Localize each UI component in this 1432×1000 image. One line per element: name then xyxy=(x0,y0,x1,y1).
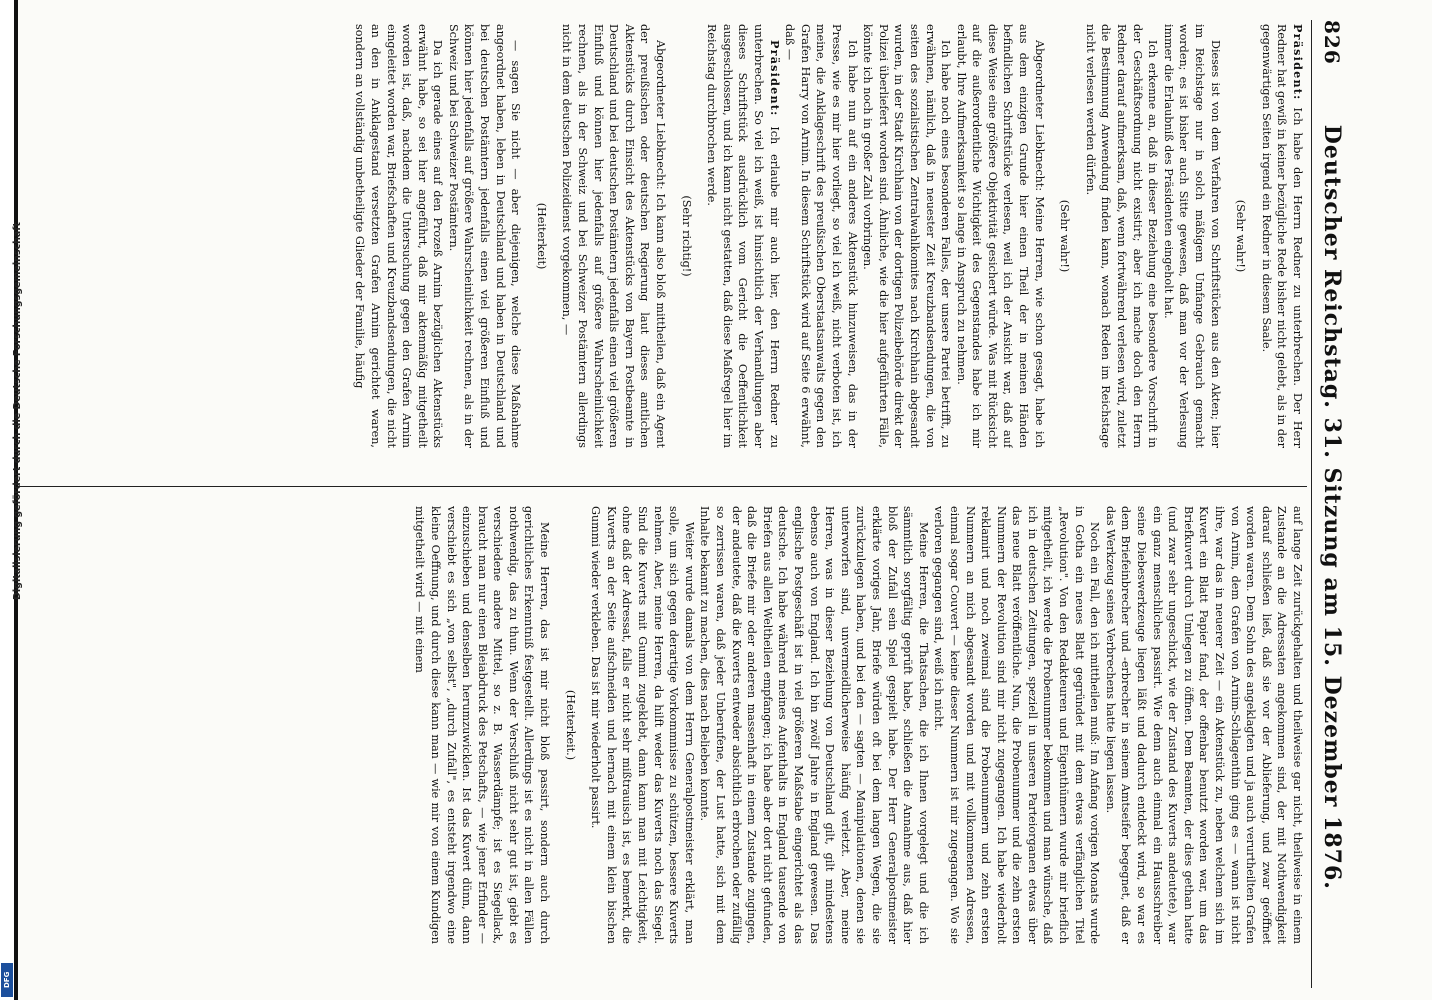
speaker-label: Abgeordneter Liebknecht: xyxy=(1032,40,1046,192)
digitization-notice: Digitalisierung gefördert durch die Deutsche Forschungsgemeinschaft xyxy=(12,222,23,600)
paragraph: Ich habe noch eines besonderen Falles, der unsere Partei betrifft, zu erwähnen, nämlich, daß in neuester Zeit Kreuzbandsendungen, die von seiten des sozialistischen Zentralwahlkomites nach Kirchhain abgesandt wurden, in der Stadt Kirchhain von der dortigen Polizeibehörde direkt der Polizei überliefert worden sind. Ähnliche, wie die hier aufgeführten Fälle, könnte ich noch in großer Zahl vorbringen. xyxy=(861,24,953,448)
speaker-label: Präsident: xyxy=(1291,24,1305,101)
right-column xyxy=(0,506,1305,944)
paragraph: Noch ein Fall, den ich mittheilen muß: Im Anfang vorigen Monats wurde in Gotha ein neues Blatt gegründet mit dem etwas verfänglichen Titel „Revolution". Von den Redakteuren und Eigenthümern wurde mir brieflich mitgetheilt, ich werde die Probenummer bekommen und man wünsche, daß ich in deutschen Zeitungen, speziell in unseren Parteiorganen etwas über das neue Blatt veröffentliche. Nun, die Probenummer und die zehn ersten Nummern der Revolution sind mir nicht zugegangen. Ich habe wiederholt reklamirt und noch zweimal sind die Probenummern und zehn ersten Nummern an mich abgesandt worden und mit vollkommenen Adressen, einmal sogar Couvert — keine dieser Nummern ist mir zugegangen. Wo sie verloren gegangen sind, weiß ich nicht. xyxy=(932,506,1102,944)
text-columns xyxy=(0,20,1312,988)
paragraph: Ich habe nun auf ein anderes Aktenstück hinzuweisen, das in der Presse, wie es mir hier vorliegt, so viel ich weiß, nicht verboten ist, ich meine, die Anklageschrift des preußischen Oberstaatsanwalts gegen den Grafen Harry von Arnim. In diesem Schriftstück wird auf Seite 6 erwähnt, daß — xyxy=(783,24,859,448)
paragraph: Meine Herren, das ist mir nicht bloß passirt, sondern auch durch gerichtliches Erkenntniß festgestellt. Allerdings ist es nicht in allen Fällen nothwendig, das zu thun. Wenn der Verschluß nicht sehr gut ist, giebt es verschiedene andere Mittel, so z. B. Wasserdämpfe; ist es Siegellack, braucht man nur einen Bleiabdruck des Petschafts, — wie jener Erfinder — einzuschieben und denselben herumzuwicklen. Ist das Kuvert dünn, dann verschiebt es sich „von selbst", „durch Zufall", es entsteht irgendwo eine kleine Oeffnung, und durch diese kann man — wie mir von einem Kundigen mitgetheilt wird — mit einem xyxy=(413,506,552,944)
paragraph xyxy=(1258,24,1305,448)
paragraph: Meine Herren, die Thatsachen, die ich Ihnen vorgelegt und die ich sämmtlich sorgfältig geprüft habe, schließen die Annahme aus, daß hier bloß der Zufall sein Spiel gespielt habe. Der Herr Generalpostmeister erklärte voriges Jahr, Briefe würden oft bei dem langen Wegen, die sie zurückzulegen haben, und bei den — sagten — Manipulationen, denen sie unterworfen sind, unvermeidlicherweise häufig verletzt. Aber, meine Herren, was in dieser Beziehung von Deutschland gilt, gilt mindestens ebenso auch von England. Ich bin zwölf Jahre in England gewesen. Das englische Postgeschäft ist in viel größeren Maßstabe eingerichtet als das deutsche. Ich habe während meines Aufenthalts in England tausende von Briefen aus allen Weltheilen empfangen; ich habe aber dort nicht gefunden, daß die Briefe mir oder anderen massenhaft in einem Zustande zugingen, der andeutete, daß die Kuverts entweder absichtlich erbrochen oder zufällig so zerrissen waren, daß jeder Unberufene, der Lust hatte, sich mit dem Inhalte bekannt zu machen, dies nach Belieben konnte. xyxy=(698,506,930,944)
paragraph: auf lange Zeit zurückgehalten und theilweise gar nicht, theilweise in einem Zustande an die Adressaten angekommen sind, der mit Nothwendigkeit darauf schließen ließ, daß sie vor der Ablieferung, und zwar geöffnet worden waren. Dem Sohn des angeklagten und ja auch verurtheilten Grafen von Arnim, dem Grafen von Arnim-Schlagenthin ging es — wann ist nicht ihre, war das in neuerer Zeit — ein Aktenstück zu, neben welchem sich im Kuvert ein Blatt Papier fand, der offenbar benutzt worden war, um das Briefkuvert durch Umlegen zu öffnen. Dem Beamten, der dies gethan hatte (und zwar sehr ungeschickt, wie der Zustand des Kuverts andeutete), war ein ganz menschliches passirt. Wie denn auch einmal ein Hausschreiber seine Diebeswerkzeuge liegen läßt und dadurch entdeckt wird, so war es dem Briefeinbrecher und -erbrecher in seinem Amtseifer begegnet, daß er das Werkzeug seines Verbrechens hatte liegen lassen. xyxy=(1103,506,1304,944)
paragraph-text: Ich erlaube mir auch hier, den Herrn Redner zu unterbrechen. So viel ich weiß, ist hinsichtlich der Verhandlungen aber dieses Schriftstück ausdrücklich vom Gericht die Oeffentlichkeit ausgeschlossen, und ich kann nicht gestatten, daß diese Maßregel hier im Reichstag durchbrochen werde. xyxy=(705,24,781,448)
page-number: 826 xyxy=(1320,20,1344,65)
paragraph: Weiter wurde damals von dem Herrn Generalpostmeister erklärt, man solle, um sich gegen derartige Vorkommnisse zu schützen, bessere Kuverts nehmen. Aber, meine Herren, da hilft weder das Kuverts noch das Siegel. Sind die Kuverts mit Gummi zugeklebt, dann kann man mit Leichtigkeit, ohne daß der Adressat, falls er nicht sehr mißtrauisch ist, es bemerkt, die Kuverts an der Seite aufschneiden und hernach mit einem klein bischen Gummi wieder verkleben. Das ist mir wiederholt passirt. xyxy=(589,506,696,944)
reaction: (Heiterkeit.) xyxy=(563,689,577,761)
left-column xyxy=(0,24,1305,448)
paragraph: Dieses ist von dem Verfahren von Schriftstücken aus den Akten; hier im Reichstage nur in solch mäßigem Umfange Gebrauch gemacht worden; es ist bisher auch Sitte gewesen, daß man vor der Verlesung immer die Erlaubniß des Präsidenten eingeholt hat. xyxy=(1161,24,1222,448)
digitization-notice-strip xyxy=(0,0,23,1000)
reaction: (Sehr wahr!) xyxy=(1058,199,1072,273)
running-title: Deutscher Reichstag. 31. Sitzung am 15. Dezember 1876. xyxy=(1319,124,1345,890)
paragraph-text: Ich habe den Herrn Redner zu unterbrechen. Der Herr Redner hat gewiß in keiner bezügliche Rede bisher nicht gelebt, als in der gegenwärtigen Seiten irgend ein Redner in diesem Saale. xyxy=(1259,24,1304,448)
reaction: (Heiterkeit) xyxy=(534,202,548,270)
dfg-logo: DFG xyxy=(1,963,13,997)
paragraph-text: Ich kann also bloß mittheilen, daß ein Agent der preußischen oder deutschen Regierung laut dieses amtlichen Aktenstücks durch Einsicht des Aktenstücks von Bayern Postbeamte in Deutschland und bei deutschen Postämtern jedenfalls einen viel größeren Einfluß und können hier jedenfalls auf größere Wahrscheinlichkeit rechnen, als in der Schweiz und bei Schweizer Postämtern allerdings nicht in dem deutschen Polizeidienst vorgekommen, — xyxy=(560,24,668,448)
page-header xyxy=(1318,20,1346,980)
paragraph: Da ich gerade eines auf den Prozeß Arnim bezüglichen Aktenstücks erwähnt habe, so sei hier angeführt, daß mir aktenmäßig mitgetheilt worden ist, daß, nachdem die Untersuchung gegen den Grafen Arnim eingeleitet worden war, Briefschaften und Kreuzbandsendungen, die nicht an den in Anklagestand versetzten Grafen Arnim gerichtet waren, sondern an vollständig unbetheiligte Glieder der Familie, häufig xyxy=(353,24,445,448)
speaker-label: Abgeordneter Liebknecht: xyxy=(654,40,668,190)
paragraph: Ich erkenne an, daß in dieser Beziehung eine besondere Vorschrift in der Geschäftsordnung nicht existirt; aber ich mache doch den Herrn Redner darauf aufmerksam, daß, wenn fortwährend verlesen wird, zuletzt die Bestimmung Anwendung finden kann, wonach Reden im Reichstage nicht verlesen werden dürfen. xyxy=(1083,24,1160,448)
paragraph: — sagen Sie nicht — aber diejenigen, welche diese Maßnahme angeordnet haben, leben in Deutschland und haben in Deutschland und bei deutschen Postämtern jedenfalls einen viel größeren Einfluß und können hier jedenfalls auf größere Wahrscheinlichkeit rechnen, als in der Schweiz und bei Schweizer Postämtern. xyxy=(446,24,523,448)
paragraph xyxy=(704,24,782,448)
column-rule xyxy=(0,486,1307,487)
reaction: (Sehr wahr!) xyxy=(1234,199,1248,273)
reaction: (Sehr richtig!) xyxy=(679,195,693,277)
speaker-label: Präsident: xyxy=(767,40,782,117)
paragraph xyxy=(559,24,668,448)
paragraph-text: Meine Herren, wie schon gesagt, habe ich aus dem einzigen Grunde hier einen Theil der in meinen Händen befindlichen Schriftstücke verlesen, weil ich der Ansicht war, daß auf diese Weise eine größere Objektivität gesichert würde. Was mit Rücksicht auf die außerordentliche Wichtigkeit des Gegenstandes habe ich mir erlaubt, Ihre Aufmerksamkeit so lange in Anspruch zu nehmen. xyxy=(954,24,1046,448)
paragraph xyxy=(953,24,1047,448)
